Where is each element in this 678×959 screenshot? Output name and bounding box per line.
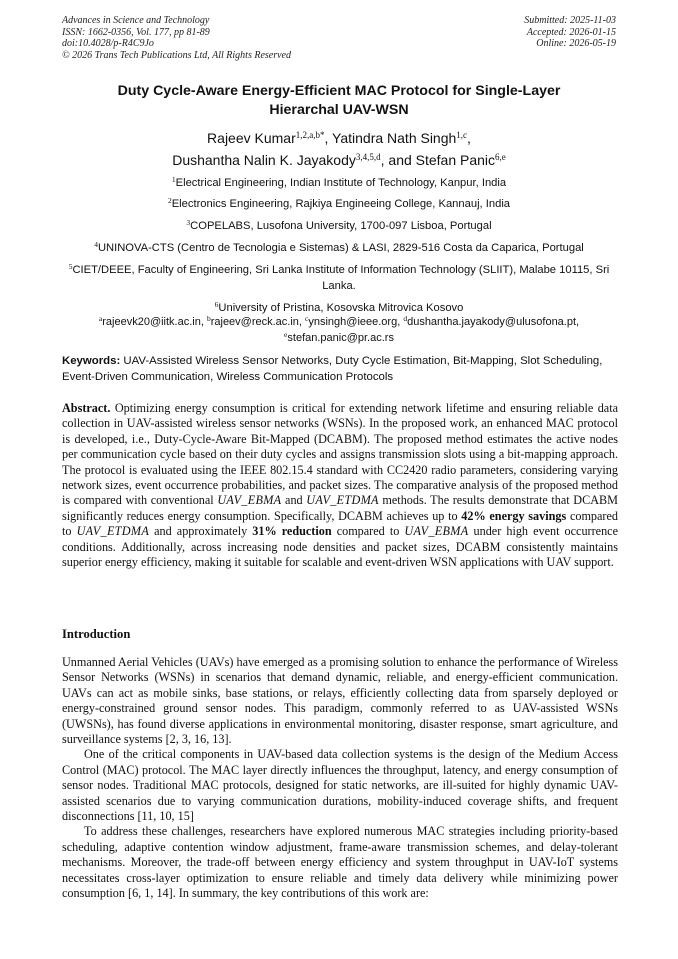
abstract-text: Optimizing energy consumption is critical for extending network lifetime and ensuring reliable data collection in UAV-assisted wireless sensor networks (WSNs). In the proposed work, an enhanced MAC protocol is developed, i.e., Duty-Cycle-Aware Bit-Mapped (DCABM). The proposed method estimates the active nodes per communication cycle based on their duty cycles and assigns transmission slots using a bit-mapping approach. The protocol is evaluated using the IEEE 802.15.4 standard with CC2420 radio parameters, considering varying network sizes, event occurrence probabilities, and packet sizes. The comparative analysis of the proposed method is compared with conventional (62, 401, 618, 508)
keywords-text: UAV-Assisted Wireless Sensor Networks, Duty Cycle Estimation, Bit-Mapping, Slot Scheduling, Event-Driven Communication, Wireless Communication Protocols (62, 355, 603, 383)
affiliation-sup: 6 (214, 300, 219, 309)
keywords-label: Keywords: (62, 355, 121, 367)
affiliation-sup: 4 (94, 240, 98, 249)
introduction-body (62, 655, 618, 902)
section-heading-introduction: Introduction (62, 627, 131, 641)
email-sup: b (206, 314, 211, 323)
affiliation-5 (62, 262, 616, 294)
math-uav-ebma: UAV_EBMA (404, 524, 469, 539)
author-name: Stefan Panic (415, 152, 496, 168)
email-sup: d (403, 314, 408, 323)
author-sep: , (467, 130, 471, 146)
copyright-line: © 2026 Trans Tech Publications Ltd, All Rights Reserved (62, 49, 291, 61)
issn-line: ISSN: 1662-0356, Vol. 177, pp 81-89 (62, 26, 210, 38)
affiliation-text: CIET/DEEE, Faculty of Engineering, Sri Lanka Institute of Information Technology (SLIIT), Malabe 10115, Sri Lanka. (72, 264, 610, 292)
math-uav-etdma: UAV_ETDMA (306, 493, 379, 508)
author-name: Yatindra Nath Singh (332, 130, 457, 146)
affiliation-sup: 5 (68, 262, 73, 271)
email-text: stefan.panic@pr.ac.rs (287, 331, 394, 344)
affiliation-2 (62, 196, 616, 212)
submitted-date: Submitted: 2025-11-03 (524, 15, 616, 26)
doi-line: doi:10.4028/p-R4C9Jo (62, 38, 154, 50)
affiliation-4 (58, 240, 620, 256)
affiliation-sup: 3 (186, 218, 191, 227)
intro-paragraph-1: Unmanned Aerial Vehicles (UAVs) have emerged as a promising solution to enhance the performance of Wireless Sensor Networks (WSNs) in scenarios that demand dynamic, reliable, and energy-efficient communication. UAVs can act as mobile sinks, base stations, or relays, efficiently collecting data from sparsely deployed or energy-constrained ground sensor nodes. This paradigm, commonly referred to as UAV-assisted WSNs (UWSNs), has found diverse applications in environmental monitoring, disaster response, smart agriculture, and surveillance systems [2, 3, 16, 13]. (62, 655, 618, 747)
affiliation-text: University of Pristina, Kosovska Mitrovica Kosovo (218, 302, 464, 314)
affiliation-sup: 1 (171, 175, 176, 184)
affiliation-3 (62, 218, 616, 234)
intro-paragraph-3: To address these challenges, researchers have explored numerous MAC strategies including priority-based scheduling, adaptive contention window adjustment, frame-aware transmission schemes, and delay-tolerant mechanisms. Moreover, the trade-off between energy efficiency and system throughput in UAV-IoT systems necessitates cross-layer optimization to ensure reliable and timely data delivery while minimizing power consumption [6, 1, 14]. In summary, the key contributions of this work are: (62, 824, 618, 901)
author-sup: 6,e (495, 152, 506, 162)
title-line-1: Duty Cycle-Aware Energy-Efficient MAC Protocol for Single-Layer (117, 83, 561, 99)
email-text: rajeev@reck.ac.in, (210, 316, 306, 328)
email-text: ynsingh@ieee.org, (308, 316, 404, 328)
online-date: Online: 2026-05-19 (536, 38, 616, 50)
abstract-text: compared to (62, 508, 618, 539)
abstract-text: methods. The results demonstrate that DCABM significantly reduces energy consumption. Specifically, DCABM achieves up to (62, 493, 618, 523)
affiliation-sup: 2 (167, 196, 172, 205)
abstract-text: and approximately (149, 524, 253, 539)
journal-header (62, 15, 291, 61)
title-line-2: Hierarchal UAV-WSN (269, 102, 409, 118)
abstract-text: under high event occurrence conditions. Additionally, across increasing node densities and packet sizes, DCABM consistently maintains superior energy efficiency, making it suitable for scalable and event-driven WSN applications with UAV support. (62, 524, 618, 570)
affiliation-text: UNINOVA-CTS (Centro de Tecnologia e Sistemas) & LASI, 2829-516 Costa da Caparica, Portugal (97, 242, 584, 254)
author-sup: 3,4,5,d (355, 152, 381, 162)
affiliation-text: Electronics Engineering, Rajkiya Engineeing College, Kannauj, India (171, 198, 511, 210)
affiliation-6 (62, 300, 616, 316)
email-line-2 (62, 331, 616, 347)
abstract-paragraph (62, 401, 618, 570)
email-text: dushantha.jayakody@ulusofona.pt, (407, 316, 580, 328)
author-name: Dushantha Nalin K. Jayakody (172, 152, 356, 168)
affiliation-text: Electrical Engineering, Indian Institute of Technology, Kanpur, India (175, 177, 507, 189)
abstract (62, 401, 618, 570)
email-line-1 (62, 315, 616, 331)
journal-name: Advances in Science and Technology (62, 15, 210, 26)
intro-paragraph-2: One of the critical components in UAV-based data collection systems is the design of the Medium Access Control (MAC) protocol. The MAC layer directly influences the throughput, latency, and energy consumption of sensor nodes. Traditional MAC protocols, designed for static networks, are ill-suited for highly dynamic UAV-assisted scenarios due to varying communication durations, mobility-induced coverage shifts, and frequent disconnections [11, 10, 15] (62, 747, 618, 824)
highlight-reduction: 31% reduction (252, 524, 332, 539)
abstract-label: Abstract. (62, 401, 111, 415)
accepted-date: Accepted: 2026-01-15 (526, 26, 616, 38)
author-list (62, 127, 616, 171)
affiliation-1 (62, 175, 616, 191)
email-text: rajeevk20@iitk.ac.in, (102, 316, 207, 328)
author-sep: , (324, 130, 333, 146)
dates-header (524, 15, 616, 50)
math-uav-etdma: UAV_ETDMA (76, 524, 150, 539)
keywords (62, 354, 616, 385)
author-name: Rajeev Kumar (207, 130, 296, 146)
abstract-text: and (281, 493, 307, 508)
author-line-2 (62, 149, 616, 171)
math-uav-ebma: UAV_EBMA (217, 493, 282, 508)
email-sup: c (305, 314, 309, 323)
email-sup: a (98, 314, 103, 323)
author-sup: 1,2,a,b* (295, 130, 325, 140)
email-sup: e (284, 329, 288, 339)
highlight-energy-savings: 42% energy savings (461, 508, 567, 523)
paper-title (62, 82, 616, 120)
affiliation-text: COPELABS, Lusofona University, 1700-097 Lisboa, Portugal (190, 220, 492, 232)
author-sep: , and (380, 152, 416, 168)
abstract-text: compared to (331, 524, 405, 539)
author-line-1 (62, 127, 616, 149)
email-list (62, 315, 616, 346)
author-sup: 1,c (456, 130, 468, 140)
